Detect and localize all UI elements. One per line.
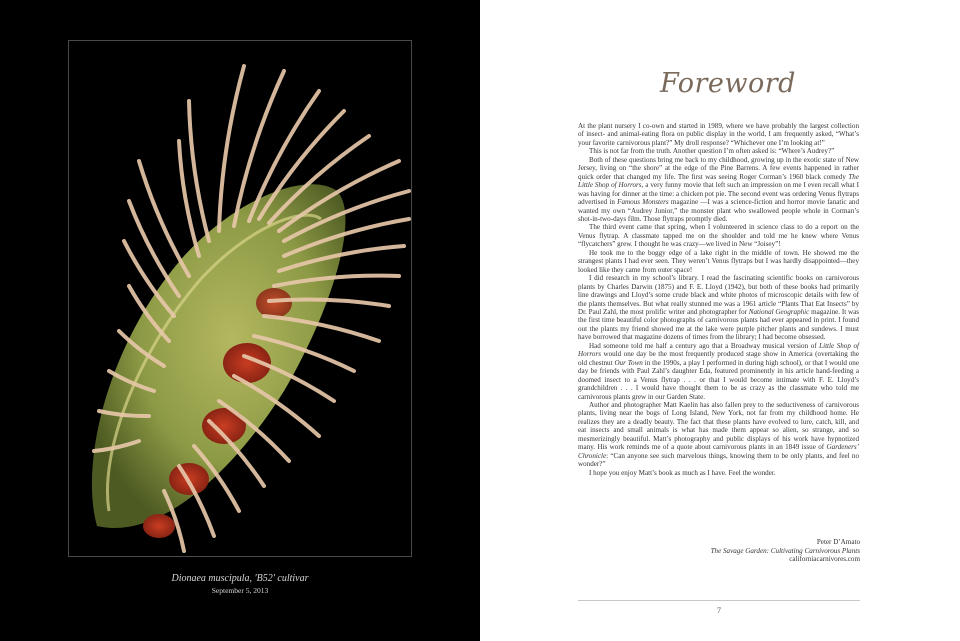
text-run: magazine —I was a science-fiction and horror movie fanatic and wanted my own “Audrey Junior,” the monster plant who swallowed people whole in Corman’s shot-in-two-days film. Those flytraps promptly died. (578, 198, 859, 223)
text-run: Had someone told me half a century ago that a Broadway musical version of (589, 341, 820, 350)
foreword-paragraph (578, 249, 859, 274)
foreword-paragraph (578, 469, 859, 477)
caption-species: Dionaea muscipula (171, 573, 250, 584)
text-run: I did research in my school’s library. I read the fascinating scientific books on carnivorous plants by Charles Darwin (1875) and F. E. Lloyd (1942), but both of these books had primarily line drawings and Lloyd’s some crude black and white photos of microscopic details with few of the plants themselves. But what really stunned me was a 1961 article “Plants That Eat Insects” by Dr. Paul Zahl, the most prolific writer and photographer for (578, 274, 859, 316)
italic-title-run: The Little Shop of Horrors (578, 172, 859, 190)
right-page (480, 0, 960, 641)
signature-block (711, 538, 860, 564)
venus-flytrap-photo (68, 40, 412, 557)
signature-book-title: The Savage Garden: Cultivating Carnivorous Plants (710, 546, 860, 555)
foreword-paragraph (578, 401, 859, 469)
foreword-paragraph (578, 147, 859, 155)
text-run: , a very funny movie that left such an impression on me I even recall what I was having for dinner at the time: a chicken pot pie. The second event was ordering Venus flytraps advertised in (578, 181, 859, 207)
trap-red-patch (143, 514, 175, 538)
italic-title-run: National Geographic (748, 307, 810, 316)
text-run: : “Can anyone see such marvelous things, knowing them to be only plants, and feel no wonder?” (578, 451, 859, 469)
text-run: Author and photographer Matt Kaelin has also fallen prey to the seductiveness of carnivorous plants, living near the bogs of Long Island, New York, not far from my childhood home. He realizes they are a deadly beauty. The fact that these plants have evolved to lure, catch, kill, and eat insects and small animals is what has made them appear so alien, so strange, and so mesmerizingly beautiful. Matt’s photography and public displays of his work have hypnotized many. His work reminds me of a quote about carnivorous plants in an 1849 issue of (578, 400, 859, 452)
flytrap-illustration (69, 41, 412, 557)
text-run: He took me to the boggy edge of a lake right in the middle of town. He showed me the strangest plants I had ever seen. They weren’t Venus flytraps but I was hardly disappointed—they looked like they came from outer space! (578, 248, 859, 274)
page-number: 7 (717, 606, 721, 615)
foreword-paragraph (578, 342, 859, 401)
text-run: in the 1990s, a play I performed in during high school), or that I would one day be friends with Paul Zahl’s daughter Eda, featured prominently in his article hand-feeding a doomed insect to a Venus flytrap . . . or that I would become intimate with F. E. Lloyd’s grandchildren . . . I would have thought them to be as crazy as the classmate who told me carnivorous plants grew in our Garden State. (578, 358, 859, 401)
text-run: I hope you enjoy Matt’s book as much as I have. Feel the wonder. (589, 468, 776, 477)
italic-title-run: Our Town (614, 358, 643, 367)
photo-caption (68, 573, 412, 584)
italic-title-run: Little Shop of Horrors (578, 341, 859, 359)
text-run: This is not far from the truth. Another question I’m often asked is: “Where’s Audrey?” (589, 147, 835, 156)
foreword-paragraph (578, 223, 859, 248)
caption-cultivar: , 'B52' cultivar (249, 573, 309, 584)
text-run: magazine. It was the first time beautiful color photographs of carnivorous plants had ever appeared in print. I found out the plants my friend showed me at the lake were purple pitcher plants and sundews. I must have borrowed that magazine dozens of times from the library; I had become obsessed. (578, 307, 859, 342)
italic-title-run: Famous Monsters (617, 198, 669, 207)
foreword-heading: Foreword (660, 68, 796, 99)
footer-rule (578, 600, 860, 601)
text-run: would one day be the most frequently produced stage show in America (overtaking the old chestnut (578, 350, 859, 367)
foreword-paragraph (578, 274, 859, 342)
foreword-paragraph (578, 156, 859, 224)
text-run: Both of these questions bring me back to my childhood, growing up in the exotic state of New Jersey, living on “the shore” at the edge of the Pine Barrens. A few events happened in rather quick order that changed my life. The first was seeing Roger Corman’s 1960 black comedy (578, 155, 859, 181)
italic-title-run: Gardeners’ Chronicle (578, 443, 859, 460)
signature-website: californiacarnivores.com (789, 555, 860, 564)
text-run: At the plant nursery I co-own and started in 1989, where we have probably the largest collection of insect- and animal-eating flora on public display in the world, I am frequently asked, “What’s your favorite carnivorous plant?” My droll response? “Whichever one I’m looking at!” (578, 122, 859, 147)
trap-red-patch (256, 288, 292, 318)
signature-name: Peter D’Amato (816, 538, 860, 546)
foreword-body (578, 122, 859, 477)
photo-date: September 5, 2013 (211, 586, 269, 595)
text-run: The third event came that spring, when I volunteered in science class to do a report on the Venus flytrap. A classmate tapped me on the shoulder and told me he knew where Venus “flycatchers” grew. I thought he was crazy—we lived in New “Joisey”! (578, 223, 859, 249)
foreword-paragraph (578, 122, 859, 147)
